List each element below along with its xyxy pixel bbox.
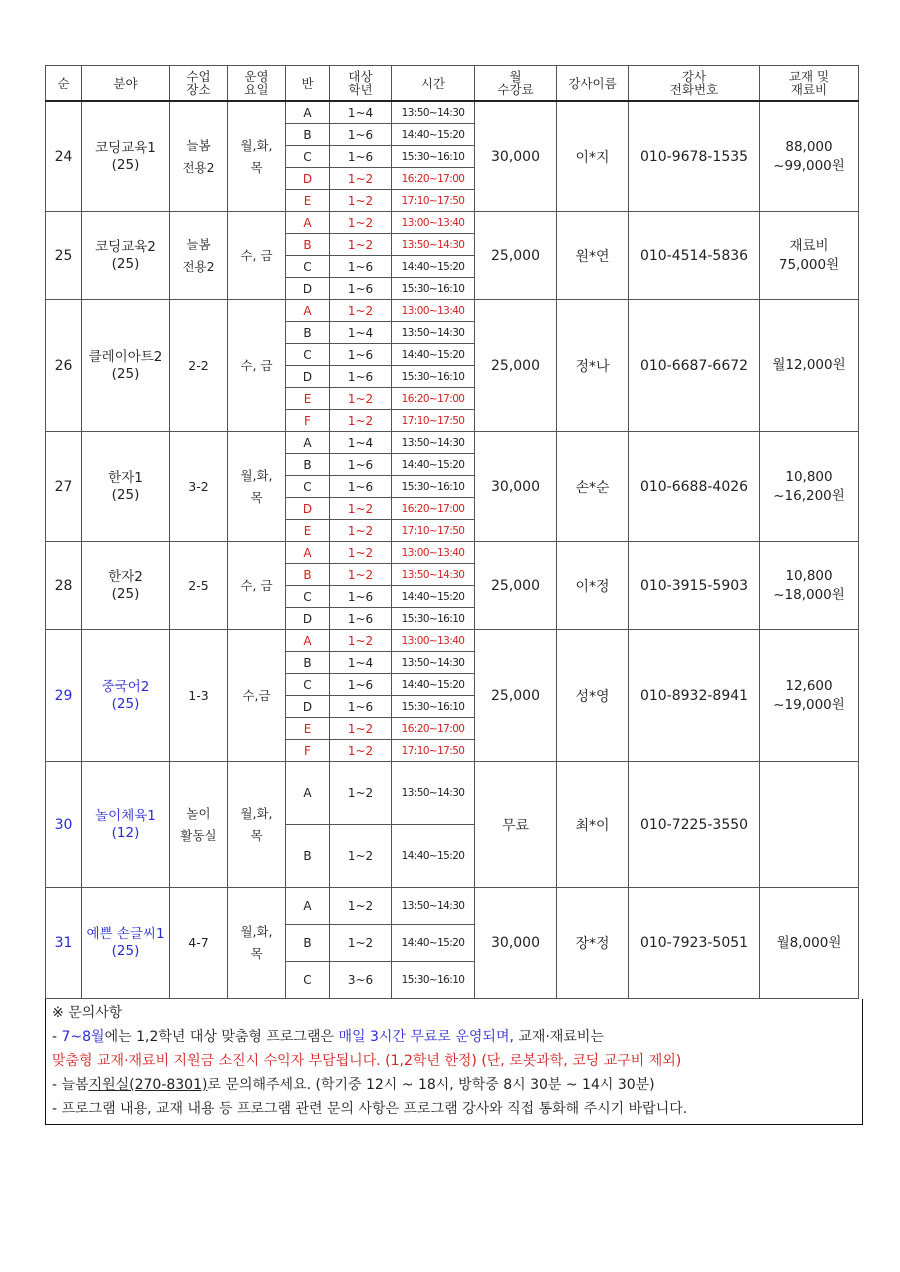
header-place: 수업 장소 bbox=[170, 66, 228, 102]
header-time: 시간 bbox=[392, 66, 475, 102]
header-fee: 월 수강료 bbox=[475, 66, 557, 102]
class-time: 13:00~13:40 bbox=[392, 300, 475, 322]
class-time: 14:40~15:20 bbox=[392, 454, 475, 476]
class-time: 14:40~15:20 bbox=[392, 256, 475, 278]
program-number-text: 29 bbox=[54, 687, 73, 704]
program-name bbox=[82, 300, 170, 432]
program-name-text: 놀이체육1 bbox=[95, 807, 156, 824]
table-row bbox=[46, 542, 859, 564]
class-code: C bbox=[286, 476, 330, 498]
notes-line-3: - 늘봄지원실(270-8301)로 문의해주세요. (학기중 12시 ~ 18시, 방학중 8시 30분 ~ 14시 30분) bbox=[52, 1077, 655, 1093]
class-code: C bbox=[286, 674, 330, 696]
class-time: 15:30~16:10 bbox=[392, 278, 475, 300]
teacher-name-text: 정*나 bbox=[575, 358, 610, 375]
class-grade: 1~6 bbox=[330, 454, 392, 476]
program-days bbox=[228, 432, 286, 542]
program-fee-text: 30,000 bbox=[491, 478, 540, 495]
class-grade: 1~6 bbox=[330, 608, 392, 630]
class-code: D bbox=[286, 366, 330, 388]
program-days-line1: 수, 금 bbox=[240, 357, 273, 373]
program-name bbox=[82, 212, 170, 300]
class-grade: 1~2 bbox=[330, 300, 392, 322]
program-number bbox=[46, 432, 82, 542]
program-capacity: (25) bbox=[111, 943, 140, 959]
program-name bbox=[82, 542, 170, 630]
class-time: 15:30~16:10 bbox=[392, 146, 475, 168]
table-row bbox=[46, 300, 859, 322]
class-grade: 1~2 bbox=[330, 564, 392, 586]
program-place-line2: 활동실 bbox=[180, 827, 217, 843]
class-code: A bbox=[286, 432, 330, 454]
program-fee-text: 30,000 bbox=[491, 148, 540, 165]
program-days bbox=[228, 101, 286, 212]
class-time: 17:10~17:50 bbox=[392, 190, 475, 212]
notes-line-1: - 7~8월에는 1,2학년 대상 맞춤형 프로그램은 매일 3시간 무료로 운영되며, 교재·재료비는 bbox=[52, 1029, 604, 1045]
program-place bbox=[170, 101, 228, 212]
table-row bbox=[46, 888, 859, 925]
program-name-text: 한자2 bbox=[108, 568, 143, 585]
program-number bbox=[46, 888, 82, 999]
program-capacity: (25) bbox=[111, 585, 140, 602]
class-grade: 1~4 bbox=[330, 101, 392, 124]
material-fee bbox=[760, 101, 859, 212]
program-name bbox=[82, 630, 170, 762]
material-fee-line2: ~18,000원 bbox=[773, 586, 845, 603]
teacher-phone bbox=[629, 888, 760, 999]
program-days bbox=[228, 762, 286, 888]
class-grade: 1~6 bbox=[330, 344, 392, 366]
class-code: A bbox=[286, 630, 330, 652]
class-time: 14:40~15:20 bbox=[392, 674, 475, 696]
program-name-text: 코딩교육2 bbox=[95, 238, 156, 255]
class-grade: 1~2 bbox=[330, 718, 392, 740]
program-fee-text: 25,000 bbox=[491, 687, 540, 704]
program-number bbox=[46, 630, 82, 762]
material-fee-line1: 월12,000원 bbox=[772, 357, 846, 373]
teacher-phone-text: 010-9678-1535 bbox=[639, 148, 749, 165]
class-grade: 1~6 bbox=[330, 586, 392, 608]
class-time: 13:00~13:40 bbox=[392, 630, 475, 652]
class-time: 13:50~14:30 bbox=[392, 762, 475, 825]
teacher-phone bbox=[629, 300, 760, 432]
teacher-phone bbox=[629, 762, 760, 888]
program-fee bbox=[475, 300, 557, 432]
class-code: B bbox=[286, 825, 330, 888]
class-time: 13:00~13:40 bbox=[392, 212, 475, 234]
program-sheet bbox=[45, 65, 858, 1125]
program-days-line2: 목 bbox=[250, 827, 263, 843]
class-code: B bbox=[286, 124, 330, 146]
material-fee-line1: 월8,000원 bbox=[776, 934, 842, 951]
table-row bbox=[46, 762, 859, 825]
program-days bbox=[228, 542, 286, 630]
class-code: D bbox=[286, 278, 330, 300]
class-grade: 1~4 bbox=[330, 432, 392, 454]
class-code: C bbox=[286, 962, 330, 999]
program-name-text: 코딩교육1 bbox=[95, 139, 156, 156]
class-grade: 1~6 bbox=[330, 146, 392, 168]
class-grade: 1~6 bbox=[330, 366, 392, 388]
header-target: 대상 학년 bbox=[330, 66, 392, 102]
program-days bbox=[228, 630, 286, 762]
teacher-name bbox=[557, 762, 629, 888]
class-code: D bbox=[286, 168, 330, 190]
header-no: 순 bbox=[46, 66, 82, 102]
material-fee bbox=[760, 300, 859, 432]
class-code: A bbox=[286, 212, 330, 234]
material-fee-line1: 10,800 bbox=[785, 468, 833, 485]
program-days-line2: 목 bbox=[250, 159, 263, 175]
class-code: B bbox=[286, 925, 330, 962]
class-time: 15:30~16:10 bbox=[392, 962, 475, 999]
class-time: 13:50~14:30 bbox=[392, 101, 475, 124]
teacher-phone bbox=[629, 630, 760, 762]
class-code: B bbox=[286, 454, 330, 476]
program-number-text: 31 bbox=[54, 935, 73, 951]
class-time: 13:50~14:30 bbox=[392, 322, 475, 344]
teacher-phone bbox=[629, 212, 760, 300]
class-code: A bbox=[286, 888, 330, 925]
class-code: A bbox=[286, 762, 330, 825]
program-name bbox=[82, 101, 170, 212]
class-time: 14:40~15:20 bbox=[392, 925, 475, 962]
program-place bbox=[170, 630, 228, 762]
class-time: 14:40~15:20 bbox=[392, 124, 475, 146]
class-code: E bbox=[286, 718, 330, 740]
class-code: A bbox=[286, 542, 330, 564]
header-class: 반 bbox=[286, 66, 330, 102]
notes-line-2: 맞춤형 교재·재료비 지원금 소진시 수익자 부담됩니다. (1,2학년 한정) (단, 로봇과학, 코딩 교구비 제외) bbox=[52, 1053, 682, 1069]
teacher-name-text: 이*지 bbox=[575, 149, 610, 166]
class-grade: 1~2 bbox=[330, 498, 392, 520]
class-grade: 1~2 bbox=[330, 212, 392, 234]
program-capacity: (25) bbox=[111, 486, 140, 503]
program-capacity: (25) bbox=[111, 255, 140, 272]
notes-line-4: - 프로그램 내용, 교재 내용 등 프로그램 관련 문의 사항은 프로그램 강사와 직접 통화해 주시기 바랍니다. bbox=[52, 1101, 688, 1117]
program-fee-text: 25,000 bbox=[491, 247, 540, 264]
program-days-line1: 월,화, bbox=[240, 805, 273, 821]
program-place-line1: 늘봄 bbox=[186, 137, 211, 153]
header-teacher: 강사이름 bbox=[557, 66, 629, 102]
inquiry-notes bbox=[45, 999, 863, 1125]
teacher-phone-text: 010-4514-5836 bbox=[639, 247, 749, 264]
teacher-name-text: 성*영 bbox=[575, 688, 610, 705]
class-time: 13:50~14:30 bbox=[392, 432, 475, 454]
program-capacity: (25) bbox=[111, 365, 140, 382]
program-capacity: (25) bbox=[111, 695, 140, 712]
class-grade: 1~6 bbox=[330, 256, 392, 278]
teacher-name bbox=[557, 630, 629, 762]
class-grade: 1~6 bbox=[330, 278, 392, 300]
class-code: C bbox=[286, 256, 330, 278]
class-code: D bbox=[286, 608, 330, 630]
class-code: E bbox=[286, 388, 330, 410]
class-grade: 1~2 bbox=[330, 925, 392, 962]
class-code: E bbox=[286, 520, 330, 542]
class-code: B bbox=[286, 564, 330, 586]
program-place-line1: 1-3 bbox=[188, 687, 209, 703]
class-time: 16:20~17:00 bbox=[392, 718, 475, 740]
program-place bbox=[170, 888, 228, 999]
program-place-line1: 2-2 bbox=[188, 357, 209, 373]
program-fee-text: 30,000 bbox=[491, 935, 540, 951]
teacher-name-text: 장*정 bbox=[575, 936, 610, 952]
class-code: B bbox=[286, 652, 330, 674]
class-time: 14:40~15:20 bbox=[392, 344, 475, 366]
material-fee-line2: ~99,000원 bbox=[773, 157, 845, 174]
header-row bbox=[46, 66, 859, 102]
teacher-phone bbox=[629, 432, 760, 542]
program-table bbox=[45, 65, 859, 999]
material-fee-line1: 10,800 bbox=[785, 567, 833, 584]
material-fee-line1: 88,000 bbox=[785, 138, 833, 155]
program-fee bbox=[475, 888, 557, 999]
class-grade: 3~6 bbox=[330, 962, 392, 999]
header-tel: 강사 전화번호 bbox=[629, 66, 760, 102]
program-days-line1: 월,화, bbox=[240, 924, 273, 939]
class-grade: 1~4 bbox=[330, 652, 392, 674]
table-row bbox=[46, 630, 859, 652]
class-code: A bbox=[286, 300, 330, 322]
class-time: 17:10~17:50 bbox=[392, 740, 475, 762]
material-fee bbox=[760, 432, 859, 542]
class-time: 14:40~15:20 bbox=[392, 586, 475, 608]
teacher-phone-text: 010-8932-8941 bbox=[639, 687, 749, 704]
class-grade: 1~6 bbox=[330, 696, 392, 718]
class-time: 16:20~17:00 bbox=[392, 168, 475, 190]
material-fee bbox=[760, 630, 859, 762]
notes-title: ※ 문의사항 bbox=[52, 1005, 123, 1021]
teacher-name bbox=[557, 432, 629, 542]
program-days bbox=[228, 300, 286, 432]
program-name bbox=[82, 762, 170, 888]
table-row bbox=[46, 101, 859, 124]
program-fee-text: 25,000 bbox=[491, 577, 540, 594]
class-code: C bbox=[286, 146, 330, 168]
program-fee-text: 25,000 bbox=[491, 357, 540, 374]
program-name-text: 클레이아트2 bbox=[88, 348, 163, 365]
class-grade: 1~2 bbox=[330, 190, 392, 212]
program-name bbox=[82, 432, 170, 542]
teacher-name bbox=[557, 212, 629, 300]
program-body bbox=[46, 101, 859, 999]
class-grade: 1~2 bbox=[330, 520, 392, 542]
program-fee bbox=[475, 762, 557, 888]
program-place-line1: 2-5 bbox=[188, 577, 209, 593]
program-days-line2: 목 bbox=[250, 489, 263, 505]
program-days-line1: 월,화, bbox=[240, 467, 273, 483]
program-number bbox=[46, 212, 82, 300]
program-name-text: 예쁜 손글씨1 bbox=[86, 926, 165, 942]
teacher-name-text: 최*이 bbox=[575, 817, 610, 834]
class-time: 15:30~16:10 bbox=[392, 696, 475, 718]
program-fee bbox=[475, 432, 557, 542]
class-grade: 1~2 bbox=[330, 888, 392, 925]
class-time: 17:10~17:50 bbox=[392, 520, 475, 542]
teacher-name-text: 이*정 bbox=[575, 578, 610, 595]
class-code: D bbox=[286, 696, 330, 718]
program-fee bbox=[475, 101, 557, 212]
program-number bbox=[46, 762, 82, 888]
program-place bbox=[170, 300, 228, 432]
material-fee-line2: 75,000원 bbox=[778, 256, 840, 273]
program-days-line1: 수, 금 bbox=[240, 247, 273, 263]
class-code: A bbox=[286, 101, 330, 124]
teacher-name bbox=[557, 888, 629, 999]
class-time: 13:50~14:30 bbox=[392, 888, 475, 925]
program-fee bbox=[475, 212, 557, 300]
teacher-phone-text: 010-3915-5903 bbox=[639, 577, 749, 594]
class-grade: 1~2 bbox=[330, 630, 392, 652]
program-number-text: 28 bbox=[54, 577, 73, 594]
program-days bbox=[228, 212, 286, 300]
header-material: 교재 및 재료비 bbox=[760, 66, 859, 102]
program-days-line1: 수, 금 bbox=[240, 577, 273, 593]
material-fee bbox=[760, 762, 859, 888]
program-number-text: 26 bbox=[54, 357, 73, 374]
program-place bbox=[170, 542, 228, 630]
material-fee bbox=[760, 888, 859, 999]
class-grade: 1~2 bbox=[330, 542, 392, 564]
class-time: 17:10~17:50 bbox=[392, 410, 475, 432]
program-number-text: 30 bbox=[54, 816, 73, 833]
program-name bbox=[82, 888, 170, 999]
program-place-line1: 3-2 bbox=[188, 478, 209, 494]
header-field: 분야 bbox=[82, 66, 170, 102]
table-row bbox=[46, 212, 859, 234]
class-code: F bbox=[286, 410, 330, 432]
material-fee bbox=[760, 542, 859, 630]
class-code: C bbox=[286, 586, 330, 608]
program-place bbox=[170, 762, 228, 888]
class-time: 13:50~14:30 bbox=[392, 564, 475, 586]
class-code: C bbox=[286, 344, 330, 366]
class-time: 13:50~14:30 bbox=[392, 652, 475, 674]
teacher-name-text: 손*순 bbox=[575, 479, 610, 496]
program-name-text: 한자1 bbox=[108, 469, 143, 486]
program-number bbox=[46, 300, 82, 432]
program-place-line1: 4-7 bbox=[188, 935, 209, 950]
class-grade: 1~6 bbox=[330, 124, 392, 146]
class-time: 15:30~16:10 bbox=[392, 608, 475, 630]
teacher-name-text: 원*연 bbox=[575, 248, 610, 265]
table-row bbox=[46, 432, 859, 454]
class-time: 13:50~14:30 bbox=[392, 234, 475, 256]
teacher-phone bbox=[629, 542, 760, 630]
class-code: D bbox=[286, 498, 330, 520]
class-time: 15:30~16:10 bbox=[392, 366, 475, 388]
program-capacity: (12) bbox=[111, 824, 140, 841]
class-grade: 1~2 bbox=[330, 410, 392, 432]
program-number bbox=[46, 542, 82, 630]
class-grade: 1~2 bbox=[330, 740, 392, 762]
program-days-line2: 목 bbox=[250, 946, 263, 961]
class-time: 14:40~15:20 bbox=[392, 825, 475, 888]
teacher-phone-text: 010-6687-6672 bbox=[639, 357, 749, 374]
class-code: F bbox=[286, 740, 330, 762]
teacher-phone-text: 010-7923-5051 bbox=[639, 935, 749, 951]
program-days-line1: 수,금 bbox=[242, 687, 271, 703]
class-time: 15:30~16:10 bbox=[392, 476, 475, 498]
teacher-name bbox=[557, 300, 629, 432]
class-time: 13:00~13:40 bbox=[392, 542, 475, 564]
class-grade: 1~2 bbox=[330, 168, 392, 190]
material-fee-line1: 재료비 bbox=[789, 237, 829, 254]
class-grade: 1~4 bbox=[330, 322, 392, 344]
program-number-text: 24 bbox=[54, 148, 73, 165]
program-number bbox=[46, 101, 82, 212]
program-days-line1: 월,화, bbox=[240, 137, 273, 153]
teacher-phone bbox=[629, 101, 760, 212]
program-place-line2: 전용2 bbox=[182, 258, 215, 274]
program-fee-text: 무료 bbox=[501, 817, 530, 834]
class-time: 16:20~17:00 bbox=[392, 388, 475, 410]
class-grade: 1~2 bbox=[330, 825, 392, 888]
program-place-line2: 전용2 bbox=[182, 159, 215, 175]
teacher-phone-text: 010-6688-4026 bbox=[639, 478, 749, 495]
program-place bbox=[170, 432, 228, 542]
class-grade: 1~2 bbox=[330, 762, 392, 825]
program-days bbox=[228, 888, 286, 999]
program-fee bbox=[475, 542, 557, 630]
program-place bbox=[170, 212, 228, 300]
material-fee-line2: ~16,200원 bbox=[773, 487, 845, 504]
class-grade: 1~6 bbox=[330, 476, 392, 498]
material-fee-line2: ~19,000원 bbox=[773, 696, 845, 713]
class-grade: 1~2 bbox=[330, 234, 392, 256]
class-grade: 1~6 bbox=[330, 674, 392, 696]
class-code: B bbox=[286, 322, 330, 344]
material-fee bbox=[760, 212, 859, 300]
program-number-text: 27 bbox=[54, 478, 73, 495]
material-fee-line1: 12,600 bbox=[785, 677, 833, 694]
teacher-name bbox=[557, 101, 629, 212]
program-place-line1: 놀이 bbox=[186, 805, 211, 821]
program-fee bbox=[475, 630, 557, 762]
program-number-text: 25 bbox=[54, 247, 73, 264]
program-name-text: 중국어2 bbox=[101, 678, 150, 695]
teacher-name bbox=[557, 542, 629, 630]
class-time: 16:20~17:00 bbox=[392, 498, 475, 520]
class-grade: 1~2 bbox=[330, 388, 392, 410]
teacher-phone-text: 010-7225-3550 bbox=[639, 816, 749, 833]
class-code: E bbox=[286, 190, 330, 212]
class-code: B bbox=[286, 234, 330, 256]
program-place-line1: 늘봄 bbox=[186, 236, 211, 252]
header-days: 운영 요일 bbox=[228, 66, 286, 102]
program-capacity: (25) bbox=[111, 156, 140, 173]
